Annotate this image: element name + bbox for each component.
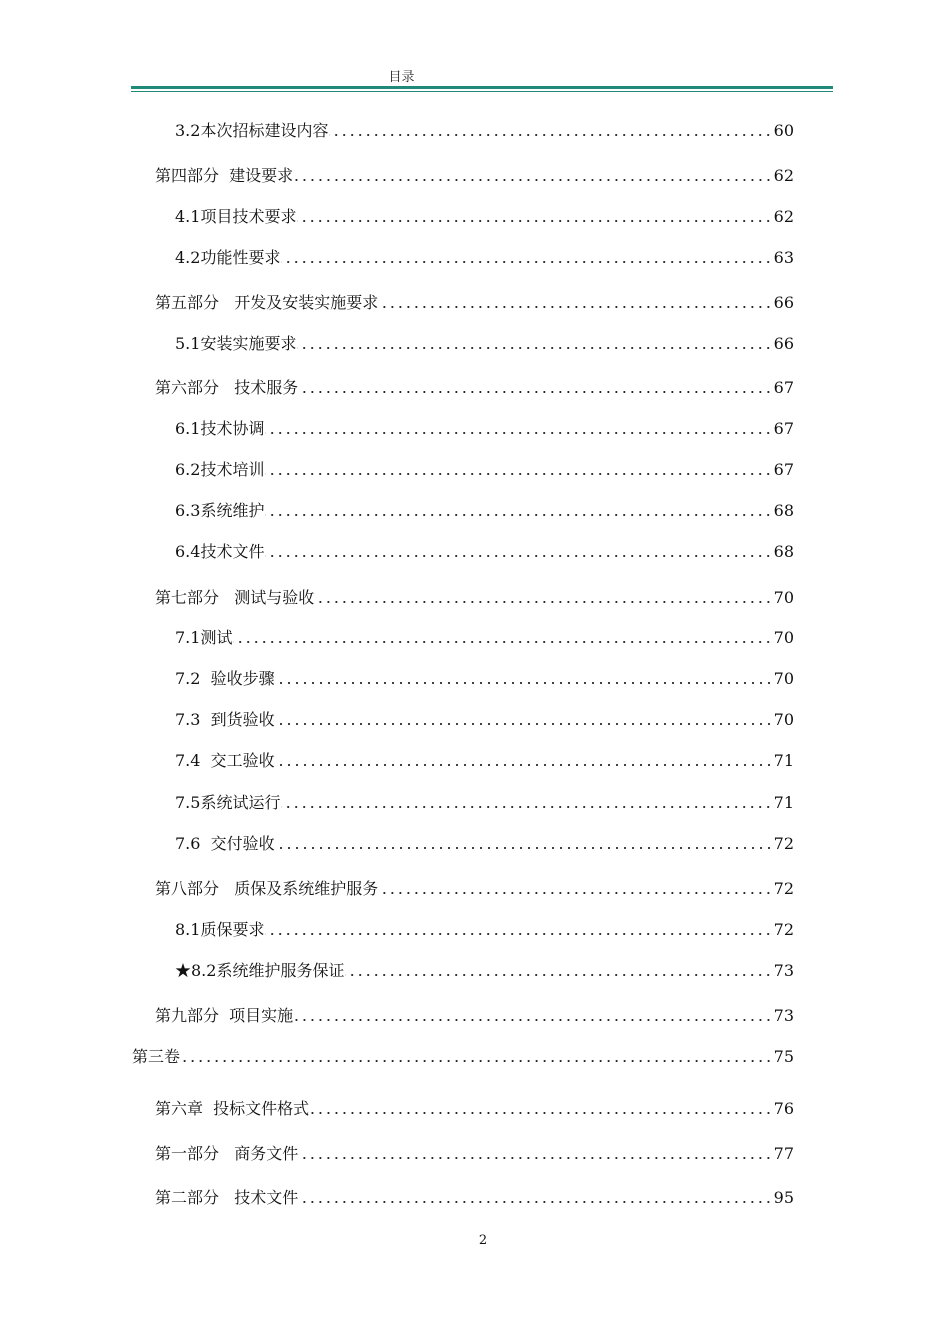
toc-entry-page: 66 bbox=[773, 293, 794, 312]
toc-entry-page: 72 bbox=[773, 879, 794, 898]
toc-entry[interactable] bbox=[155, 584, 794, 608]
toc-entry[interactable] bbox=[175, 789, 794, 813]
toc-dot-leader bbox=[276, 681, 773, 685]
toc-dot-leader bbox=[181, 1059, 773, 1063]
toc-dot-leader bbox=[329, 133, 772, 137]
toc-entry-page: 72 bbox=[773, 834, 794, 853]
toc-entry-title: 第七部分 测试与验收 bbox=[155, 588, 315, 607]
toc-entry-page: 75 bbox=[773, 1047, 794, 1066]
toc-dot-leader bbox=[294, 1018, 772, 1022]
toc-entry-title: 7.6 交付验收 bbox=[175, 834, 275, 853]
toc-entry[interactable] bbox=[175, 456, 794, 480]
toc-entry-title: 第三卷 bbox=[132, 1047, 181, 1066]
toc-entry-title: 7.3 到货验收 bbox=[175, 710, 275, 729]
toc-entry-title: 7.4 交工验收 bbox=[175, 751, 275, 770]
toc-entry-page: 70 bbox=[773, 628, 794, 647]
toc-entry[interactable] bbox=[155, 1095, 794, 1119]
toc-dot-leader bbox=[265, 554, 772, 558]
toc-entry-page: 76 bbox=[773, 1099, 794, 1118]
toc-dot-leader bbox=[310, 1111, 772, 1115]
toc-entry-page: 72 bbox=[773, 920, 794, 939]
toc-entry-page: 70 bbox=[773, 710, 794, 729]
toc-dot-leader bbox=[299, 390, 772, 394]
toc-entry[interactable] bbox=[155, 875, 794, 899]
toc-entry-page: 73 bbox=[773, 961, 794, 980]
toc-entry-title: 7.1测试 bbox=[175, 628, 233, 647]
toc-dot-leader bbox=[265, 472, 772, 476]
toc-entry[interactable] bbox=[175, 706, 794, 730]
toc-entry-title: 第一部分 商务文件 bbox=[155, 1144, 299, 1163]
toc-entry-title: 4.1项目技术要求 bbox=[175, 207, 297, 226]
toc-entry[interactable] bbox=[155, 289, 794, 313]
toc-entry[interactable] bbox=[175, 747, 794, 771]
toc-entry-title: 5.1安装实施要求 bbox=[175, 334, 297, 353]
toc-entry[interactable] bbox=[155, 1140, 794, 1164]
toc-entry-page: 95 bbox=[773, 1188, 794, 1207]
toc-entry[interactable] bbox=[175, 244, 794, 268]
toc-entry[interactable] bbox=[155, 162, 794, 186]
toc-entry-page: 63 bbox=[773, 248, 794, 267]
toc-entry-page: 67 bbox=[773, 419, 794, 438]
toc-entry[interactable] bbox=[175, 624, 794, 648]
toc-entry-title: 第八部分 质保及系统维护服务 bbox=[155, 879, 379, 898]
toc-entry[interactable] bbox=[175, 665, 794, 689]
toc-entry[interactable] bbox=[155, 1184, 794, 1208]
toc-entry-title: 6.4技术文件 bbox=[175, 542, 265, 561]
toc-entry-title: 6.3系统维护 bbox=[175, 501, 265, 520]
toc-entry-title: 7.5系统试运行 bbox=[175, 793, 281, 812]
toc-dot-leader bbox=[315, 600, 772, 604]
toc-dot-leader bbox=[297, 346, 772, 350]
toc-dot-leader bbox=[265, 932, 772, 936]
toc-entry-title: 第二部分 技术文件 bbox=[155, 1188, 299, 1207]
toc-entry-title: 第四部分 建设要求 bbox=[155, 166, 294, 185]
toc-entry[interactable] bbox=[175, 830, 794, 854]
toc-entry-title: 第五部分 开发及安装实施要求 bbox=[155, 293, 379, 312]
toc-dot-leader bbox=[379, 891, 772, 895]
toc-dot-leader bbox=[345, 973, 772, 977]
toc-entry[interactable] bbox=[175, 538, 794, 562]
toc-dot-leader bbox=[276, 722, 773, 726]
toc-dot-leader bbox=[281, 260, 772, 264]
toc-entry-title: 第六章 投标文件格式 bbox=[155, 1099, 310, 1118]
toc-entry-title: 第九部分 项目实施 bbox=[155, 1006, 294, 1025]
toc-dot-leader bbox=[281, 805, 772, 809]
toc-dot-leader bbox=[233, 640, 772, 644]
toc-entry[interactable] bbox=[175, 415, 794, 439]
toc-dot-leader bbox=[276, 846, 773, 850]
toc-entry[interactable] bbox=[175, 497, 794, 521]
toc-entry-page: 67 bbox=[773, 378, 794, 397]
toc-dot-leader bbox=[276, 763, 773, 767]
toc-entry-page: 71 bbox=[773, 793, 794, 812]
toc-entry-title: ★8.2系统维护服务保证 bbox=[175, 961, 345, 980]
toc-entry-title: 7.2 验收步骤 bbox=[175, 669, 275, 688]
toc-entry[interactable] bbox=[175, 117, 794, 141]
toc-entry[interactable] bbox=[132, 1043, 794, 1067]
toc-entry-page: 68 bbox=[773, 501, 794, 520]
toc-entry-page: 67 bbox=[773, 460, 794, 479]
toc-entry-page: 66 bbox=[773, 334, 794, 353]
toc-entry-page: 73 bbox=[773, 1006, 794, 1025]
toc-dot-leader bbox=[299, 1200, 772, 1204]
toc-entry-page: 60 bbox=[773, 121, 794, 140]
toc-entry[interactable] bbox=[155, 374, 794, 398]
toc-entry-page: 70 bbox=[773, 588, 794, 607]
toc-entry[interactable] bbox=[175, 916, 794, 940]
toc-dot-leader bbox=[294, 178, 772, 182]
toc-entry[interactable] bbox=[155, 1002, 794, 1026]
toc-dot-leader bbox=[297, 219, 772, 223]
toc-entry-page: 70 bbox=[773, 669, 794, 688]
toc-dot-leader bbox=[379, 305, 772, 309]
toc-dot-leader bbox=[265, 431, 772, 435]
toc-entry[interactable] bbox=[175, 330, 794, 354]
toc-dot-leader bbox=[265, 513, 772, 517]
toc-entry-page: 62 bbox=[773, 166, 794, 185]
toc-entry-title: 6.2技术培训 bbox=[175, 460, 265, 479]
toc-dot-leader bbox=[299, 1156, 772, 1160]
toc-entry[interactable] bbox=[175, 957, 794, 981]
toc-entry-title: 第六部分 技术服务 bbox=[155, 378, 299, 397]
toc-entry-title: 8.1质保要求 bbox=[175, 920, 265, 939]
toc-entry-title: 4.2功能性要求 bbox=[175, 248, 281, 267]
toc-entry-page: 71 bbox=[773, 751, 794, 770]
toc-entry-page: 62 bbox=[773, 207, 794, 226]
header-title: 目录 bbox=[388, 70, 415, 85]
toc-entry-page: 77 bbox=[773, 1144, 794, 1163]
page-number: 2 bbox=[478, 1233, 488, 1248]
toc-entry-title: 6.1技术协调 bbox=[175, 419, 265, 438]
toc-entry-title: 3.2本次招标建设内容 bbox=[175, 121, 329, 140]
toc-entry-page: 68 bbox=[773, 542, 794, 561]
toc-entry[interactable] bbox=[175, 203, 794, 227]
